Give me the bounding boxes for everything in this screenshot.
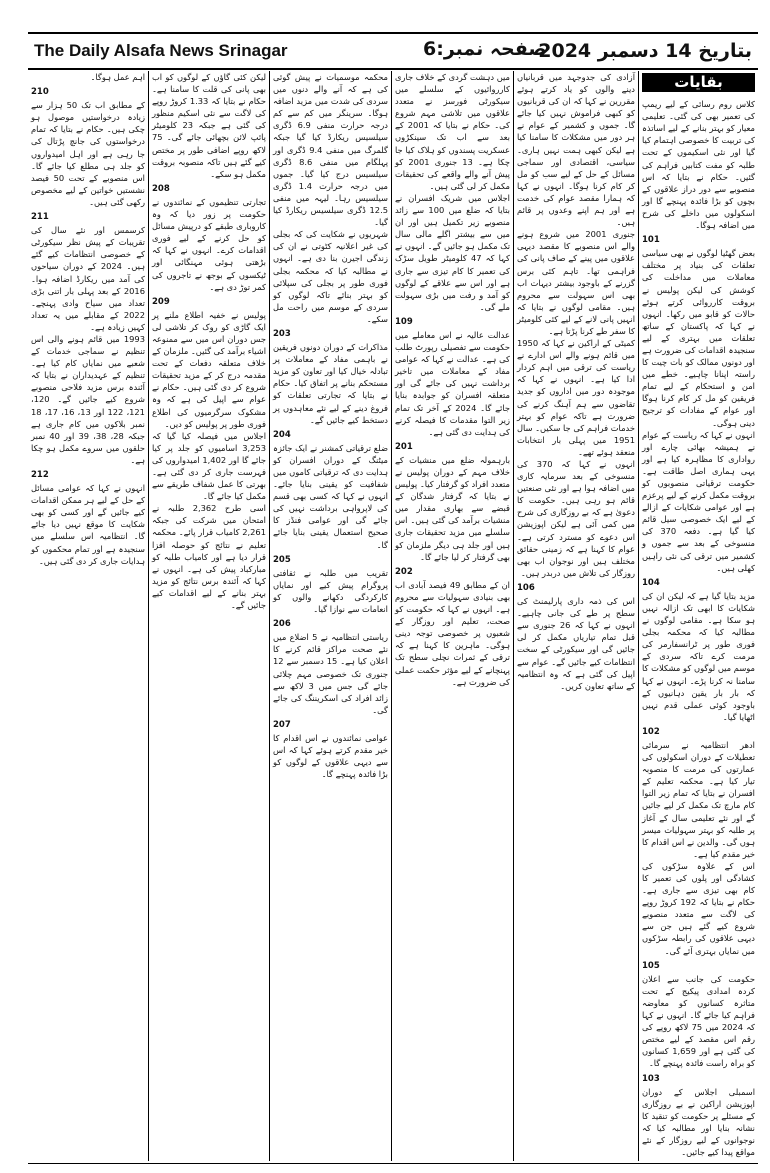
item-number: 106 (517, 582, 535, 593)
article-paragraph: آزادی کی جدوجہد میں قربانیاں دینے والوں کو یاد کرتے ہوئے مقررین نے کہا کہ ان کی قربانیوں کو کبھی فراموش نہیں کیا جائے گا۔ جموں و کشمیر کے عوام نے ہر دور میں مشکلات کا سامنا کیا ہے لیکن کبھی ہمت نہیں ہاری۔ سیاسی، اقتصادی اور سماجی مسائل کے حل کے لیے سب کو مل کر کام کرنا ہوگا۔ انہوں نے کہا کہ ہمارا مقصد عوام کی خدمت ہے اور ہم اپنے وعدوں پر قائم ہیں۔ (517, 72, 635, 228)
article-paragraph: تقریب میں طلبہ نے ثقافتی پروگرام پیش کیے اور نمایاں کارکردگی دکھانے والوں کو انعامات سے نوازا گیا۔ (273, 567, 388, 615)
bottom-rule (28, 1163, 758, 1164)
item-number: 212 (31, 470, 49, 480)
column-2 (513, 71, 638, 1161)
item-number: 109 (395, 316, 413, 327)
article-paragraph: کرسمس اور نئے سال کی تقریبات کے پیش نظر سیکورٹی کے خصوصی انتظامات کیے گئے ہیں۔ 2024 کے دوران سیاحوں کی آمد میں ریکارڈ اضافہ ہوا۔ 2016 کے بعد پہلی بار اتنی بڑی تعداد میں سیاح وادی پہنچے۔ 2022 کے مقابلے میں یہ تعداد کہیں زیادہ ہے۔ (31, 225, 145, 332)
article-paragraph: اہم عمل ہوگا۔ (90, 72, 145, 82)
article-paragraph: اسمبلی اجلاس کے دوران اپوزیشن اراکین نے بے روزگاری کے مسئلے پر حکومت کو تنقید کا نشانہ بنایا اور مطالبہ کیا کہ نوجوانوں کے لیے روزگار کے نئے مواقع پیدا کیے جائیں۔ (642, 1086, 755, 1158)
article-paragraph: جنوری 2001 میں شروع ہونے والے اس منصوبے کا مقصد دیہی علاقوں میں پینے کے صاف پانی کی فراہمی تھا۔ تاہم کئی برس گزرنے کے باوجود بیشتر دیہات اب بھی اس سہولت سے محروم ہیں۔ مقامی لوگوں نے بتایا کہ انہیں پانی لانے کے لیے کئی کلومیٹر کا سفر طے کرنا پڑتا ہے۔ (517, 229, 635, 336)
item-number: 203 (273, 328, 291, 339)
column-3 (391, 71, 513, 1161)
article-columns (28, 71, 758, 1161)
article-paragraph: اجلاس میں شریک افسران نے بتایا کہ ضلع میں 100 سے زائد منصوبے زیر تکمیل ہیں اور ان میں سے بیشتر اگلے مالی سال تک مکمل ہو جائیں گے۔ انہوں نے کہا کہ 47 کلومیٹر طویل سڑک کی تعمیر کا کام تیزی سے جاری ہے اور اس سے علاقے کے لوگوں کو آمد و رفت میں بڑی سہولت ملے گی۔ (395, 192, 510, 312)
article-paragraph: میں دہشت گردی کے خلاف جاری کارروائیوں کے سلسلے میں سیکورٹی فورسز نے متعدد علاقوں میں تلاشی مہم شروع کی۔ حکام نے بتایا کہ 2001 کے بعد سے اب تک سینکڑوں عسکریت پسندوں کو ہلاک کیا جا چکا ہے۔ 13 جنوری 2001 کو پیش آنے والے واقعے کی تحقیقات مکمل کر لی گئی ہیں۔ (395, 72, 510, 191)
article-paragraph: مذاکرات کے دوران دونوں فریقین نے باہمی مفاد کے معاملات پر تبادلہ خیال کیا اور تعاون کو مزید مستحکم بنانے پر اتفاق کیا۔ حکام نے بتایا کہ تجارتی تعلقات کو فروغ دینے کے لیے نئے معاہدوں پر دستخط کیے جائیں گے۔ (273, 342, 388, 425)
item-number: 101 (642, 235, 660, 246)
article-paragraph: انہوں نے کہا کہ ریاست کے عوام نے ہمیشہ بھائی چارے اور رواداری کا مظاہرہ کیا ہے اور یہی ہماری اصل طاقت ہے۔ حکومت ترقیاتی منصوبوں کو بروقت مکمل کرنے کے لیے پرعزم ہے اور عوامی شکایات کے ازالے کے لیے ایک خصوصی سیل قائم کیا گیا ہے۔ دفعہ 370 کی منسوخی کے بعد سے جموں و کشمیر میں ترقی کی نئی راہیں کھلی ہیں۔ (642, 429, 755, 573)
item-number: 205 (273, 554, 291, 565)
article-paragraph: بعض گھٹیا لوگوں نے بھی سیاسی تعلقات کی بنیاد پر مختلف معاملات میں مداخلت کی کوشش کی لیکن پولیس نے بروقت کارروائی کرتے ہوئے حالات کو قابو میں رکھا۔ انہوں نے کہا کہ پاکستان کے ساتھ تعلقات میں بہتری کے لیے سنجیدہ اقدامات کی ضرورت ہے اور دونوں ممالک کو بات چیت کا راستہ اپنانا چاہیے۔ خطے میں امن و استحکام کے لیے تمام فریقین کو مل کر کام کرنا ہوگا اور عوام کے مفادات کو ترجیح دینی ہوگی۔ (642, 248, 755, 428)
article-paragraph: اس کے علاوہ سڑکوں کی کشادگی اور پلوں کی تعمیر کا کام بھی تیزی سے جاری ہے۔ حکام نے بتایا کہ 192 کروڑ روپے کی لاگت سے متعدد منصوبے شروع کیے گئے ہیں جن سے دیہی علاقوں کی رابطہ سڑکوں میں نمایاں بہتری آئے گی۔ (642, 860, 755, 956)
item-number: 103 (642, 1073, 660, 1084)
article-paragraph: کلاس روم رسائی کے لیے ریمپ کی تعمیر بھی کی گئی۔ تعلیمی معیار کو بہتر بنانے کے لیے اساتذہ کی تربیت کا خصوصی اہتمام کیا گیا اور نئی اسکیموں کے تحت طلبہ کو مفت کتابیں فراہم کی گئیں۔ حکام نے بتایا کہ اس منصوبے سے دور دراز علاقوں کے بچوں کو بڑا فائدہ پہنچے گا اور اسکولوں میں داخلے کی شرح میں اضافہ ہوگا۔ (642, 99, 755, 231)
article-paragraph: بارہمولہ ضلع میں منشیات کے خلاف مہم کے دوران پولیس نے متعدد افراد کو گرفتار کیا۔ پولیس نے بتایا کہ گرفتار شدگان کے قبضے سے بھاری مقدار میں منشیات برآمد کی گئی ہیں۔ اس سلسلے میں مزید تحقیقات جاری ہیں اور جلد ہی دیگر ملزمان کو بھی گرفتار کر لیا جائے گا۔ (395, 454, 510, 562)
item-number: 211 (31, 212, 49, 223)
article-paragraph: پولیس نے خفیہ اطلاع ملنے پر ایک گاڑی کو روک کر تلاشی لی جس دوران اس میں سے ممنوعہ اشیاء برآمد کی گئیں۔ ملزمان کے خلاف متعلقہ دفعات کے تحت مقدمہ درج کر کے مزید تحقیقات شروع کر دی گئی ہیں۔ حکام نے عوام سے اپیل کی ہے کہ وہ مشکوک سرگرمیوں کی اطلاع فوری طور پر پولیس کو دیں۔ (151, 309, 266, 429)
page-number: صفحہ نمبر:6 (423, 38, 547, 60)
item-number: 210 (31, 87, 49, 98)
item-number: 209 (152, 296, 170, 307)
article-paragraph: اس کی ذمہ داری پارلیمنٹ کی سطح پر طے کی جانی چاہیے۔ انہوں نے کہا کہ 26 جنوری سے قبل تمام تیاریاں مکمل کر لی جائیں گی اور سیکورٹی کے سخت انتظامات کیے جائیں گے۔ عوام سے اپیل کی گئی ہے کہ وہ انتظامیہ کے ساتھ تعاون کریں۔ (517, 596, 635, 691)
column-1 (638, 71, 758, 1161)
item-number: 204 (273, 429, 291, 440)
article-paragraph: 1993 میں قائم ہونے والی اس تنظیم نے سماجی خدمات کے شعبے میں نمایاں کام کیا ہے۔ تنظیم کے عہدیداران نے بتایا کہ آئندہ برس مزید فلاحی منصوبے شروع کیے جائیں گے۔ 120، 121، 122 اور 13، 16، 17، 18 نمبر بلاکوں میں کام جاری ہے جبکہ 28، 38، 39 اور 40 نمبر حلقوں میں سروے مکمل ہو چکا ہے۔ (31, 333, 145, 465)
article-paragraph: انہوں نے کہا کہ 370 کی منسوخی کے بعد سرمایہ کاری میں اضافہ ہوا ہے اور نئی صنعتیں قائم ہو رہی ہیں۔ حکومت کا دعویٰ ہے کہ بے روزگاری کی شرح میں کمی آئی ہے لیکن اپوزیشن اس دعوے کو مسترد کرتی ہے۔ عوام کا کہنا ہے کہ زمینی حقائق مختلف ہیں اور نوجوان اب بھی روزگار کی تلاش میں دربدر ہیں۔ (517, 459, 635, 578)
item-number: 201 (395, 441, 413, 452)
article-paragraph: اجلاس میں فیصلہ کیا گیا کہ 3,253 اسامیوں کو جلد پر کیا جائے گا اور 1,402 امیدواروں کی فہرست جاری کر دی گئی ہے۔ بھرتی کا عمل شفاف طریقے سے مکمل کیا جائے گا۔ (152, 430, 266, 502)
article-paragraph: کمیٹی کے اراکین نے کہا کہ 1950 میں قائم ہونے والے اس ادارے نے ریاست کی ترقی میں اہم کردار ادا کیا ہے۔ انہوں نے کہا کہ موجودہ دور میں اداروں کو جدید تقاضوں سے ہم آہنگ کرنے کی ضرورت ہے تاکہ عوام کو بہتر خدمات فراہم کی جا سکیں۔ سال 1951 میں پہلی بار انتخابات منعقد ہوئے تھے۔ (517, 338, 635, 457)
section-heading: بقایات (642, 73, 755, 92)
article-paragraph: شہریوں نے شکایت کی کہ بجلی کی غیر اعلانیہ کٹوتی نے ان کی زندگی اجیرن بنا دی ہے۔ انہوں نے مطالبہ کیا کہ محکمہ بجلی فوری طور پر بجلی کی سپلائی کو بہتر بنائے تاکہ لوگوں کو سردی کے موسم میں راحت مل سکے۔ (273, 229, 388, 324)
article-paragraph: محکمہ موسمیات نے پیش گوئی کی ہے کہ آنے والے دنوں میں سردی کی شدت میں مزید اضافہ ہوگا۔ سرینگر میں کم سے کم درجہ حرارت منفی 6.9 ڈگری سیلسیس ریکارڈ کیا گیا جبکہ گلمرگ میں منفی 9.4 ڈگری اور پہلگام میں منفی 8.6 ڈگری سیلسیس درج کیا گیا۔ جموں میں درجہ حرارت 1.4 ڈگری سیلسیس رہا۔ لیہہ میں منفی 12.5 ڈگری سیلسیس ریکارڈ کیا گیا۔ (273, 72, 389, 228)
article-paragraph: کے مطابق اب تک 50 ہزار سے زیادہ درخواستیں موصول ہو چکی ہیں۔ حکام نے بتایا کہ تمام درخواستوں کی جانچ پڑتال کی جا رہی ہے اور اہل امیدواروں کو جلد ہی مطلع کیا جائے گا۔ اس منصوبے کے تحت 50 فیصد نشستیں خواتین کے لیے مخصوص رکھی گئی ہیں۔ (31, 100, 146, 207)
column-5 (148, 71, 269, 1161)
item-number: 105 (642, 960, 660, 971)
article-paragraph: ان کے مطابق 49 فیصد آبادی اب بھی بنیادی سہولیات سے محروم ہے۔ انہوں نے کہا کہ حکومت کو صحت، تعلیم اور روزگار کے شعبوں پر خصوصی توجہ دینی ہوگی۔ ماہرین کا کہنا ہے کہ ترقی کے ثمرات نچلی سطح تک پہنچانے کے لیے مؤثر حکمت عملی کی ضرورت ہے۔ (395, 579, 510, 687)
article-paragraph: عوامی نمائندوں نے اس اقدام کا خیر مقدم کرتے ہوئے کہا کہ اس سے دیہی علاقوں کے لوگوں کو بڑا فائدہ پہنچے گا۔ (273, 732, 388, 780)
newspaper-title: The Daily Alsafa News Srinagar (34, 41, 288, 60)
article-paragraph: حکومت کی جانب سے اعلان کردہ امدادی پیکیج کے تحت متاثرہ کسانوں کو معاوضہ فراہم کیا جائے گا۔ انہوں نے کہا کہ 2024 میں 75 لاکھ روپے کی رقم اس مقصد کے لیے مختص کی گئی ہے اور 1,659 کسانوں کو براہ راست فائدہ پہنچے گا۔ (642, 973, 756, 1069)
article-paragraph: ادھر انتظامیہ نے سرمائی تعطیلات کے دوران اسکولوں کی عمارتوں کی مرمت کا منصوبہ تیار کیا ہے۔ محکمہ تعلیم کے افسران نے بتایا کہ تمام زیر التوا کام مارچ تک مکمل کر لیے جائیں گے اور نئے تعلیمی سال کے آغاز پر طلبہ کو بہتر سہولیات میسر ہوں گی۔ والدین نے اس اقدام کا خیر مقدم کیا ہے۔ (642, 739, 755, 859)
item-number: 102 (642, 726, 660, 737)
article-paragraph: ضلع ترقیاتی کمشنر نے ایک جائزہ میٹنگ کے دوران افسران کو ہدایت دی کہ ترقیاتی کاموں میں شفافیت کو یقینی بنایا جائے۔ انہوں نے کہا کہ کسی بھی قسم کی لاپرواہی برداشت نہیں کی جائے گی اور عوامی فنڈز کا صحیح استعمال یقینی بنایا جائے گا۔ (273, 442, 388, 550)
article-paragraph: تجارتی تنظیموں کے نمائندوں نے حکومت پر زور دیا کہ وہ کاروباری طبقے کو درپیش مسائل کو حل کرنے کے لیے فوری اقدامات کرے۔ انہوں نے کہا کہ بڑھتی ہوئی مہنگائی اور ٹیکسوں کے بوجھ نے تاجروں کی کمر توڑ دی ہے۔ (152, 196, 266, 292)
article-paragraph: انہوں نے کہا کہ عوامی مسائل کے حل کے لیے ہر ممکن اقدامات کیے جائیں گے اور کسی کو بھی شکایت کا موقع نہیں دیا جائے گا۔ انتظامیہ اس سلسلے میں سنجیدہ ہے اور تمام محکموں کو ہدایات جاری کر دی گئی ہیں۔ (31, 483, 145, 566)
item-number: 208 (152, 183, 170, 194)
article-paragraph: مزید بتایا گیا ہے کہ لیکن ان کی شکایات کا ابھی تک ازالہ نہیں ہو سکا ہے۔ مقامی لوگوں نے مطالبہ کیا کہ محکمہ بجلی فوری طور پر ٹرانسفارمر کی مرمت کرے تاکہ سردی کے موسم میں لوگوں کو مشکلات کا سامنا نہ کرنا پڑے۔ انہوں نے کہا کہ بار بار یقین دہانیوں کے باوجود کوئی عملی قدم نہیں اٹھایا گیا۔ (642, 590, 755, 722)
article-paragraph: عدالت عالیہ نے اس معاملے میں حکومت سے تفصیلی رپورٹ طلب کی ہے۔ عدالت نے کہا کہ عوامی مفاد کے معاملات میں تاخیر برداشت نہیں کی جائے گی اور متعلقہ افسران کو جوابدہ بنایا جائے گا۔ 2024 کے آخر تک تمام زیر التوا مقدمات کا فیصلہ کرنے کی ہدایت دی گئی ہے۔ (395, 329, 510, 437)
article-paragraph: لیکن کئی گاؤں کے لوگوں کو اب بھی پانی کی قلت کا سامنا ہے۔ حکام نے بتایا کہ 1.33 کروڑ روپے کی لاگت سے نئی اسکیم منظور کی گئی ہے جبکہ 23 کلومیٹر پائپ لائن بچھائی جائے گی۔ 75 لاکھ روپے اضافی طور پر مختص کیے گئے ہیں تاکہ منصوبہ بروقت مکمل ہو سکے۔ (152, 72, 266, 179)
item-number: 206 (273, 619, 291, 630)
item-number: 207 (273, 719, 291, 730)
article-paragraph: ریاستی انتظامیہ نے 5 اضلاع میں نئے صحت مراکز قائم کرنے کا اعلان کیا ہے۔ 15 دسمبر سے 12 جنوری تک خصوصی مہم چلائی جائے گی جس میں 3 لاکھ سے زائد افراد کی اسکریننگ کی جائے گی۔ (273, 632, 388, 715)
item-number: 202 (395, 566, 413, 577)
issue-date: بتاریخ 14 دسمبر 2024 (538, 40, 752, 62)
column-6 (28, 71, 148, 1161)
masthead (28, 32, 758, 70)
column-4 (269, 71, 391, 1161)
item-number: 104 (642, 577, 660, 588)
article-paragraph: اسی طرح 2,362 طلبہ نے امتحان میں شرکت کی جبکہ 2,261 کامیاب قرار پائے۔ محکمہ تعلیم نے نتائج کو حوصلہ افزا قرار دیا ہے اور کامیاب طلبہ کو مبارکباد پیش کی ہے۔ انہوں نے کہا کہ آئندہ برس نتائج کو مزید بہتر بنانے کے لیے اقدامات کیے جائیں گے۔ (152, 503, 266, 611)
